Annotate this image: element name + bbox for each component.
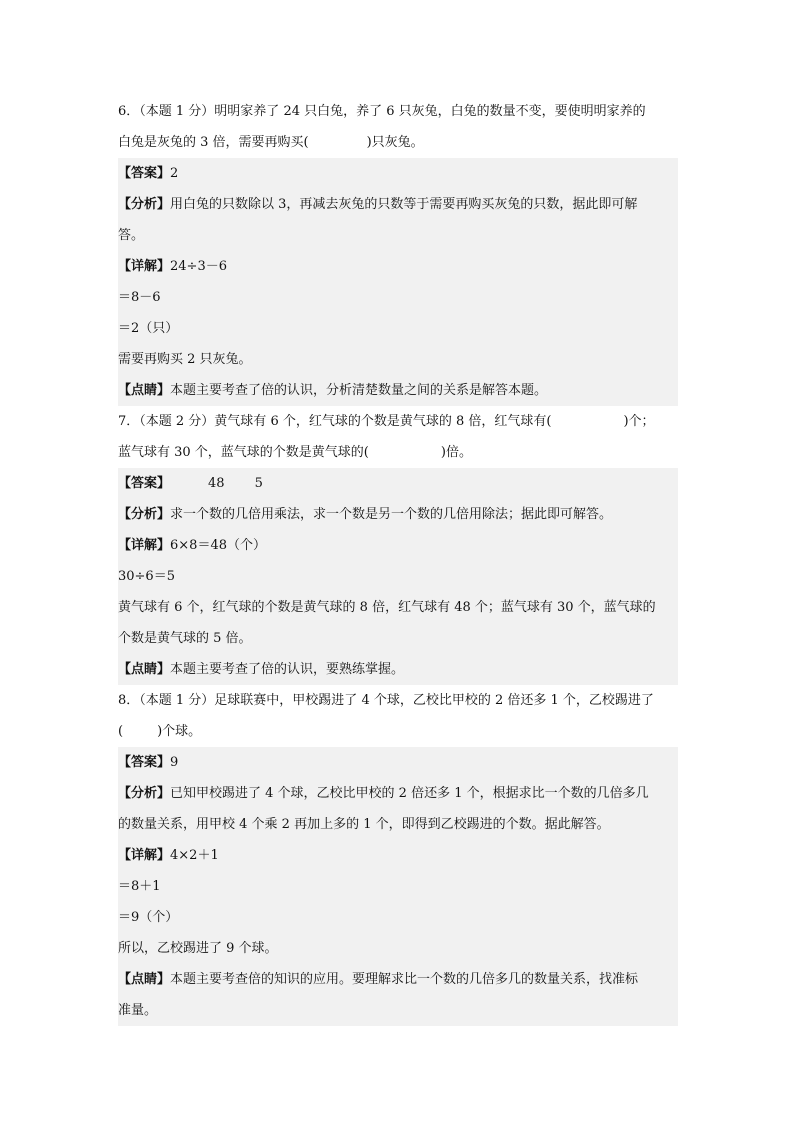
q6-stem-text2a: 白兔是灰兔的 3 倍，需要再购买(: [118, 135, 309, 150]
q8-analysis-row2: [118, 809, 678, 840]
q6-stem-text: 6．（本题 1 分）明明家养了 24 只白兔，养了 6 只灰兔，白兔的数量不变，要使明明家养的: [118, 104, 646, 119]
q8-stem-text1: 8．（本题 1 分）足球联赛中，甲校踢进了 4 个球，乙校比甲校的 2 倍还多 1 个，乙校踢进了: [118, 693, 654, 708]
q8-detail-row3: [118, 902, 678, 933]
q8-analysis-row: [118, 778, 678, 809]
q8-answer-value: 9: [170, 755, 179, 770]
q7-answer-value1: 48: [208, 476, 225, 491]
q7-point-text: 本题主要考查了倍的认识，要熟练掌握。: [170, 662, 405, 677]
q8-answer-tag: 【答案】: [118, 755, 171, 770]
q6-stem-line1: [118, 96, 678, 127]
q8-point-row2: [118, 995, 678, 1026]
q6-detail-text1: 24÷3－6: [170, 259, 227, 274]
q8-answer-row: [118, 747, 678, 778]
q7-detail-text2: 30÷6＝5: [118, 569, 175, 584]
q7-answer-tag: 【答案】: [118, 476, 171, 491]
q8-detail-text2: ＝8＋1: [118, 879, 161, 894]
q7-detail-row4: [118, 623, 678, 654]
q7-detail-row2: [118, 561, 678, 592]
q6-detail-row: [118, 251, 678, 282]
q6-analysis-text2: 答。: [118, 228, 145, 243]
q6-point-text: 本题主要考查了倍的认识，分析清楚数量之间的关系是解答本题。: [170, 383, 548, 398]
q8-stem-text2a: (: [118, 724, 124, 739]
q6-analysis-row: [118, 189, 678, 220]
q6-point-row: [118, 375, 678, 406]
q8-point-tag: 【点睛】: [118, 972, 171, 987]
q7-detail-text4: 个数是黄气球的 5 倍。: [118, 631, 252, 646]
q7-answer-value2: 5: [254, 476, 263, 491]
q7-analysis-tag: 【分析】: [118, 507, 171, 522]
q8-point-row: [118, 964, 678, 995]
q8-detail-text3: ＝9（个）: [118, 910, 179, 925]
q8-stem-line2: [118, 716, 678, 747]
q8-point-text2: 准量。: [118, 1003, 158, 1018]
q7-point-tag: 【点睛】: [118, 662, 171, 677]
q7-stem-line2: [118, 437, 678, 468]
q6-detail-text4: 需要再购买 2 只灰兔。: [118, 352, 252, 367]
q7-stem-text1b: )个；: [623, 414, 655, 429]
q7-stem-line1: [118, 406, 678, 437]
q7-detail-text3: 黄气球有 6 个，红气球的个数是黄气球的 8 倍，红气球有 48 个；蓝气球有 30 个，蓝气球的: [118, 600, 656, 615]
q8-detail-text4: 所以，乙校踢进了 9 个球。: [118, 941, 278, 956]
q6-detail-text3: ＝2（只）: [118, 321, 179, 336]
q7-stem-text2a: 蓝气球有 30 个，蓝气球的个数是黄气球的(: [118, 445, 369, 460]
q6-detail-row2: [118, 282, 678, 313]
q8-analysis-text1: 已知甲校踢进了 4 个球，乙校比甲校的 2 倍还多 1 个，根据求比一个数的几倍多几: [170, 786, 649, 801]
q6-analysis-tag: 【分析】: [118, 197, 171, 212]
q6-stem-line2: [118, 127, 678, 158]
q8-detail-text1: 4×2＋1: [170, 848, 219, 863]
q8-point-text1: 本题主要考查倍的知识的应用。要理解求比一个数的几倍多几的数量关系，找准标: [170, 972, 639, 987]
q7-stem-text1a: 7．（本题 2 分）黄气球有 6 个，红气球的个数是黄气球的 8 倍，红气球有(: [118, 414, 552, 429]
q8-detail-row4: [118, 933, 678, 964]
q6-detail-text2: ＝8－6: [118, 290, 161, 305]
q6-answer-tag: 【答案】: [118, 166, 171, 181]
q7-analysis-text: 求一个数的几倍用乘法，求一个数是另一个数的几倍用除法；据此即可解答。: [170, 507, 613, 522]
document-content: [118, 96, 678, 1026]
q7-point-row: [118, 654, 678, 685]
q8-detail-row: [118, 840, 678, 871]
q7-stem-text2b: )倍。: [440, 445, 472, 460]
q6-analysis-row2: [118, 220, 678, 251]
q8-detail-tag: 【详解】: [118, 848, 171, 863]
q8-analysis-text2: 的数量关系，用甲校 4 个乘 2 再加上多的 1 个，即得到乙校踢进的个数。据此解答。: [118, 817, 610, 832]
q8-analysis-tag: 【分析】: [118, 786, 171, 801]
q7-detail-text1: 6×8＝48（个）: [170, 538, 266, 553]
q8-stem-line1: [118, 685, 678, 716]
q6-answer-value: 2: [170, 166, 179, 181]
q7-detail-row3: [118, 592, 678, 623]
q7-detail-row: [118, 530, 678, 561]
q6-detail-row4: [118, 344, 678, 375]
q6-detail-tag: 【详解】: [118, 259, 171, 274]
q8-stem-text2b: )个球。: [157, 724, 202, 739]
q8-detail-row2: [118, 871, 678, 902]
q6-analysis-text1: 用白兔的只数除以 3，再减去灰兔的只数等于需要再购买灰兔的只数，据此即可解: [170, 197, 638, 212]
q7-detail-tag: 【详解】: [118, 538, 171, 553]
q6-stem-text2b: )只灰兔。: [366, 135, 424, 150]
q6-detail-row3: [118, 313, 678, 344]
q6-point-tag: 【点睛】: [118, 383, 171, 398]
q6-answer-row: [118, 158, 678, 189]
q7-analysis-row: [118, 499, 678, 530]
q7-answer-row: [118, 468, 678, 499]
